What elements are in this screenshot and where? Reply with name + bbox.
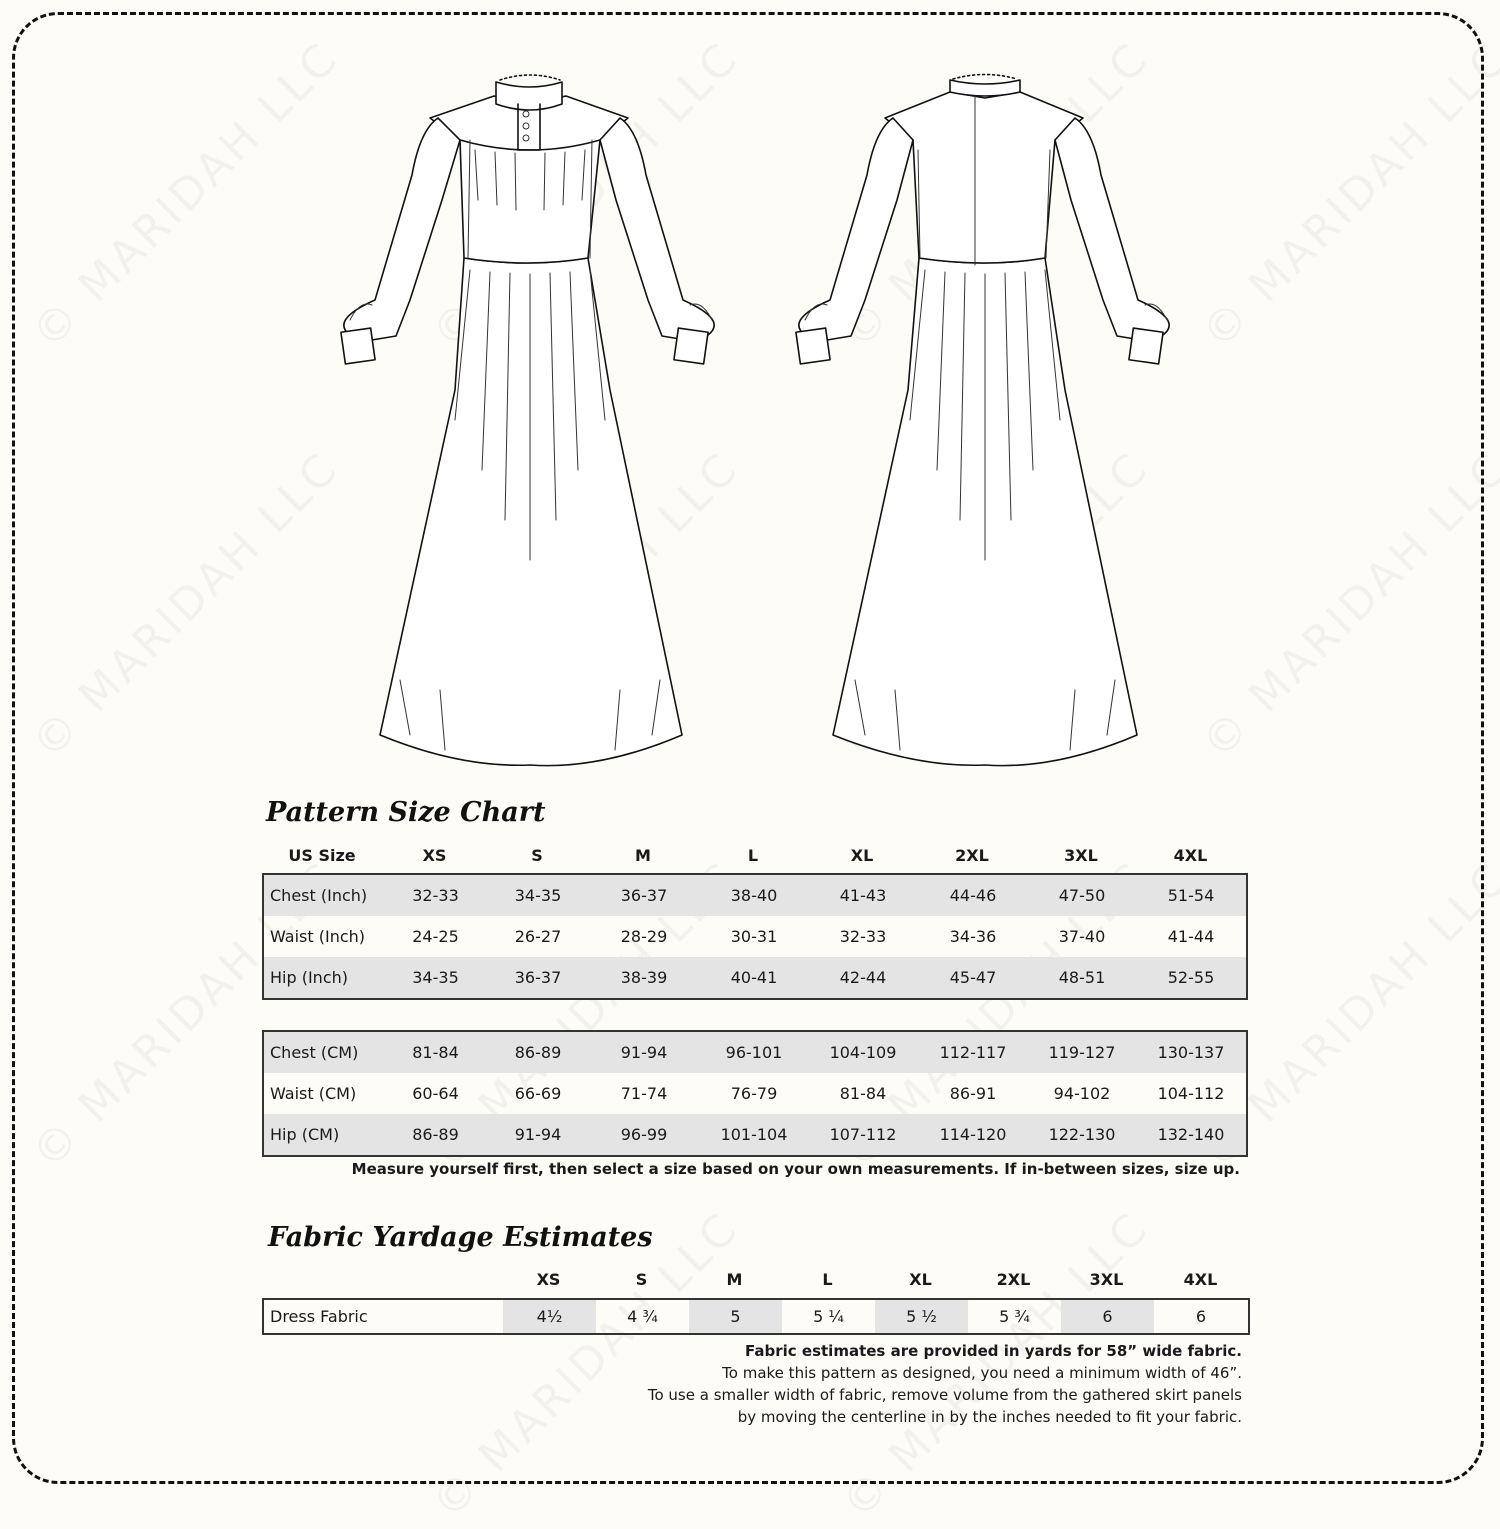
table-cell: 86-89 bbox=[488, 1031, 588, 1073]
table-cell: 24-25 bbox=[412, 927, 459, 946]
table-cell: 86-91 bbox=[949, 1084, 997, 1103]
table-cell: 91-94 bbox=[588, 1031, 700, 1073]
table-cell: 52-55 bbox=[1136, 957, 1247, 999]
header-size: 3XL bbox=[1064, 846, 1098, 865]
table-cell: 48-51 bbox=[1028, 957, 1136, 999]
table-cell: 36-37 bbox=[588, 874, 700, 916]
row-label: Hip (CM) bbox=[263, 1114, 383, 1156]
table-cell: 94-102 bbox=[1053, 1084, 1111, 1103]
table-row bbox=[263, 1299, 1249, 1334]
header-size: XL bbox=[850, 846, 874, 865]
header-size: XS bbox=[536, 1270, 561, 1289]
table-cell: 81-84 bbox=[839, 1084, 887, 1103]
size-chart-header bbox=[262, 846, 1246, 865]
table-cell: 104-112 bbox=[1157, 1084, 1225, 1103]
table-cell: 45-47 bbox=[918, 957, 1028, 999]
table-cell: 130-137 bbox=[1136, 1031, 1247, 1073]
table-cell: 96-101 bbox=[700, 1031, 808, 1073]
table-cell: 41-43 bbox=[808, 874, 918, 916]
table-cell: 119-127 bbox=[1028, 1031, 1136, 1073]
table-cell: 122-130 bbox=[1028, 1114, 1136, 1156]
table-cell: 34-35 bbox=[488, 874, 588, 916]
table-cell: 34-35 bbox=[383, 957, 488, 999]
header-size: 4XL bbox=[1183, 1270, 1218, 1289]
table-row bbox=[263, 1031, 1247, 1073]
yardage-header bbox=[502, 1270, 1248, 1289]
yardage-note: To make this pattern as designed, you need a minimum width of 46”. bbox=[722, 1364, 1242, 1382]
size-chart-title: Pattern Size Chart bbox=[266, 797, 546, 828]
header-size: M bbox=[635, 846, 651, 865]
table-row bbox=[263, 1073, 1247, 1114]
table-cell: 42-44 bbox=[808, 957, 918, 999]
dress-back-view bbox=[796, 75, 1169, 766]
table-cell: 28-29 bbox=[620, 927, 668, 946]
table-cell: 4 ¾ bbox=[627, 1307, 658, 1326]
row-label: Chest (Inch) bbox=[263, 874, 383, 916]
table-row bbox=[263, 874, 1247, 916]
row-label: Waist (Inch) bbox=[270, 927, 366, 946]
table-cell: 47-50 bbox=[1028, 874, 1136, 916]
table-cell: 32-33 bbox=[383, 874, 488, 916]
table-cell: 5 ¾ bbox=[999, 1307, 1030, 1326]
table-cell: 4½ bbox=[503, 1299, 596, 1334]
table-cell: 30-31 bbox=[730, 927, 778, 946]
table-row bbox=[263, 957, 1247, 999]
yardage-note: To use a smaller width of fabric, remove volume from the gathered skirt panels bbox=[647, 1386, 1242, 1404]
row-label: Hip (Inch) bbox=[263, 957, 383, 999]
table-cell: 26-27 bbox=[514, 927, 562, 946]
header-us-size: US Size bbox=[288, 846, 356, 865]
header-size: 2XL bbox=[996, 1270, 1031, 1289]
table-row bbox=[263, 1114, 1247, 1156]
header-size: M bbox=[726, 1270, 743, 1289]
size-chart-note: Measure yourself first, then select a size based on your own measurements. If in-between sizes, size up. bbox=[351, 1160, 1240, 1178]
table-row bbox=[263, 916, 1247, 957]
table-cell: 91-94 bbox=[488, 1114, 588, 1156]
table-cell: 51-54 bbox=[1136, 874, 1247, 916]
table-cell: 5 ½ bbox=[875, 1299, 968, 1334]
table-cell: 32-33 bbox=[839, 927, 887, 946]
table-cell: 37-40 bbox=[1058, 927, 1106, 946]
table-cell: 101-104 bbox=[700, 1114, 808, 1156]
cm-measurements-table bbox=[262, 1030, 1248, 1157]
table-cell: 76-79 bbox=[730, 1084, 778, 1103]
table-cell: 36-37 bbox=[488, 957, 588, 999]
header-size: 4XL bbox=[1173, 846, 1208, 865]
table-cell: 40-41 bbox=[700, 957, 808, 999]
table-cell: 107-112 bbox=[808, 1114, 918, 1156]
table-cell: 66-69 bbox=[514, 1084, 562, 1103]
table-cell: 5 ¼ bbox=[813, 1307, 844, 1326]
table-cell: 34-36 bbox=[949, 927, 997, 946]
table-cell: 96-99 bbox=[588, 1114, 700, 1156]
row-label: Waist (CM) bbox=[270, 1084, 357, 1103]
table-cell: 71-74 bbox=[620, 1084, 668, 1103]
header-size: S bbox=[635, 1270, 648, 1289]
header-size: L bbox=[822, 1270, 833, 1289]
table-cell: 44-46 bbox=[918, 874, 1028, 916]
inch-measurements-table bbox=[262, 873, 1248, 1000]
header-size: 2XL bbox=[955, 846, 989, 865]
table-cell: 81-84 bbox=[383, 1031, 488, 1073]
row-label: Dress Fabric bbox=[270, 1307, 368, 1326]
table-cell: 38-39 bbox=[588, 957, 700, 999]
table-cell: 114-120 bbox=[918, 1114, 1028, 1156]
table-cell: 38-40 bbox=[700, 874, 808, 916]
table-cell: 132-140 bbox=[1136, 1114, 1247, 1156]
table-cell: 6 bbox=[1061, 1299, 1154, 1334]
table-cell: 104-109 bbox=[808, 1031, 918, 1073]
yardage-note-bold: Fabric estimates are provided in yards for 58” wide fabric. bbox=[745, 1342, 1242, 1360]
table-cell: 6 bbox=[1195, 1307, 1207, 1326]
row-label: Chest (CM) bbox=[263, 1031, 383, 1073]
header-size: S bbox=[531, 846, 543, 865]
dress-front-view bbox=[341, 75, 714, 766]
table-cell: 5 bbox=[689, 1299, 782, 1334]
table-cell: 112-117 bbox=[918, 1031, 1028, 1073]
header-size: L bbox=[747, 846, 759, 865]
header-size: XL bbox=[909, 1270, 932, 1289]
table-cell: 60-64 bbox=[412, 1084, 459, 1103]
table-cell: 41-44 bbox=[1167, 927, 1215, 946]
yardage-table bbox=[262, 1298, 1250, 1335]
yardage-note: by moving the centerline in by the inches needed to fit your fabric. bbox=[737, 1408, 1242, 1426]
header-size: XS bbox=[422, 846, 447, 865]
header-size: 3XL bbox=[1089, 1270, 1124, 1289]
table-cell: 86-89 bbox=[383, 1114, 488, 1156]
yardage-title: Fabric Yardage Estimates bbox=[268, 1222, 653, 1253]
